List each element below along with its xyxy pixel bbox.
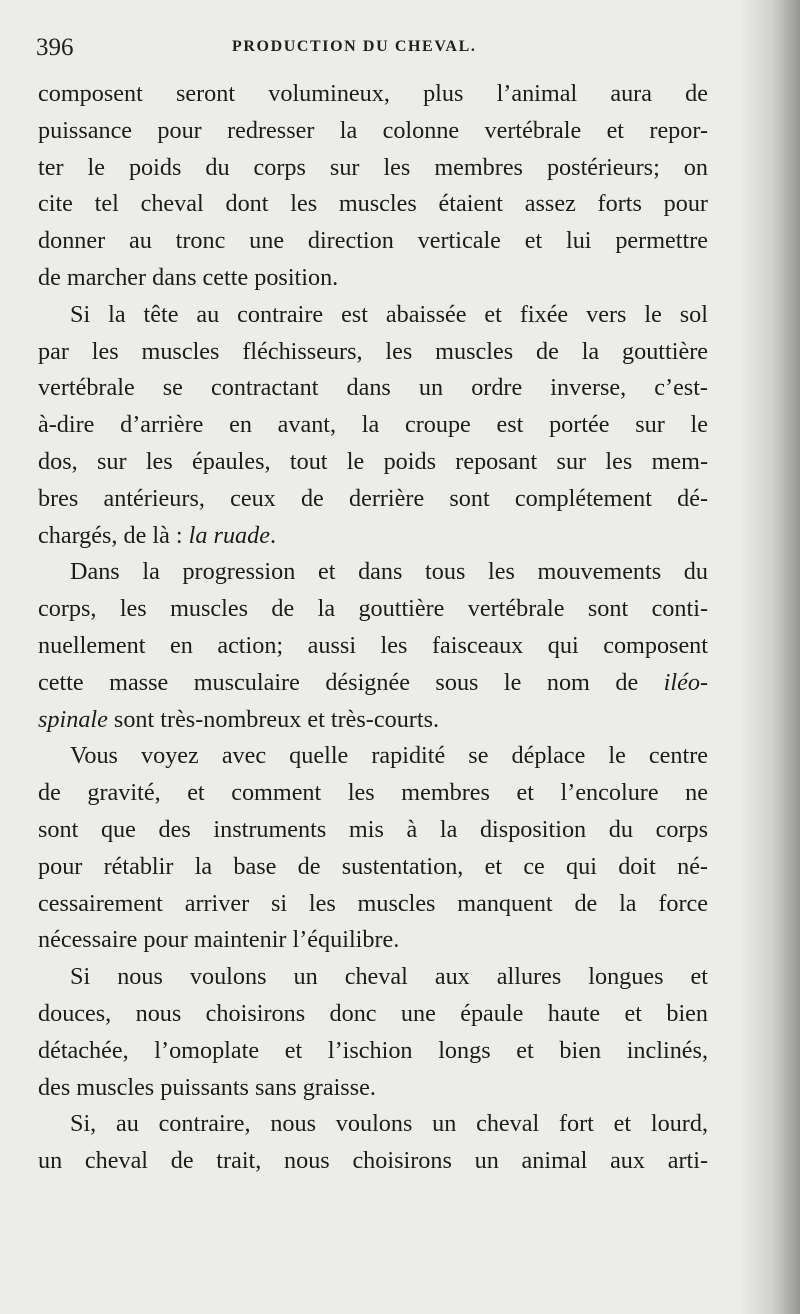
- text-segment: Dans la progression et dans tous les mouvements du: [70, 558, 708, 586]
- text-segment: nécessaire pour maintenir l’équilibre.: [38, 926, 400, 954]
- text-line: [38, 1033, 708, 1070]
- page-edge-shadow: [740, 0, 800, 1314]
- text-line: [38, 1106, 708, 1143]
- italic-text: la ruade: [188, 521, 270, 549]
- italic-text: iléo-: [663, 668, 708, 696]
- text-segment: un cheval de trait, nous choisirons un animal aux arti-: [38, 1147, 708, 1175]
- text-segment: cette masse musculaire désignée sous le nom de: [38, 668, 664, 696]
- text-segment: vertébrale se contractant dans un ordre inverse, c’est-: [38, 374, 708, 402]
- text-segment: .: [269, 521, 277, 549]
- body-text: [38, 76, 708, 1180]
- running-head: PRODUCTION DU CHEVAL.: [232, 38, 477, 55]
- text-segment: à-dire d’arrière en avant, la croupe est portée sur le: [38, 411, 708, 439]
- text-segment: des muscles puissants sans graisse.: [38, 1073, 376, 1101]
- text-line: [38, 775, 708, 812]
- text-line: [38, 849, 708, 886]
- page-header: [36, 34, 706, 64]
- text-segment: bres antérieurs, ceux de derrière sont complétement dé-: [38, 484, 708, 512]
- text-segment: ter le poids du corps sur les membres postérieurs; on: [38, 153, 708, 181]
- text-line: [38, 1143, 708, 1180]
- text-line: [38, 1070, 708, 1107]
- text-line: [38, 113, 708, 150]
- text-line: [38, 554, 708, 591]
- text-line: [38, 481, 708, 518]
- page-number: 396: [36, 34, 74, 61]
- text-line: [38, 370, 708, 407]
- text-line: [38, 186, 708, 223]
- text-line: [38, 518, 708, 555]
- text-segment: puissance pour redresser la colonne vertébrale et repor-: [38, 116, 708, 144]
- text-segment: corps, les muscles de la gouttière vertébrale sont conti-: [38, 595, 708, 623]
- text-line: [38, 922, 708, 959]
- text-line: [38, 444, 708, 481]
- text-segment: Si nous voulons un cheval aux allures longues et: [70, 963, 708, 991]
- text-segment: nuellement en action; aussi les faisceaux qui composent: [38, 631, 708, 659]
- text-segment: cessairement arriver si les muscles manquent de la force: [38, 889, 708, 917]
- text-line: [38, 628, 708, 665]
- text-segment: composent seront volumineux, plus l’animal aura de: [38, 80, 708, 107]
- text-segment: sont que des instruments mis à la disposition du corps: [38, 815, 708, 843]
- text-line: [38, 702, 708, 739]
- text-segment: douces, nous choisirons donc une épaule haute et bien: [38, 999, 708, 1027]
- text-line: [38, 996, 708, 1033]
- text-segment: Vous voyez avec quelle rapidité se déplace le centre: [70, 742, 708, 770]
- text-line: [38, 76, 708, 113]
- text-segment: détachée, l’omoplate et l’ischion longs et bien inclinés,: [38, 1036, 708, 1064]
- text-line: [38, 150, 708, 187]
- text-line: [38, 260, 708, 297]
- text-line: [38, 297, 708, 334]
- text-segment: Si, au contraire, nous voulons un cheval fort et lourd,: [70, 1110, 708, 1138]
- text-line: [38, 738, 708, 775]
- text-segment: de marcher dans cette position.: [38, 263, 339, 291]
- text-line: [38, 334, 708, 371]
- text-segment: chargés, de là :: [38, 521, 189, 549]
- text-segment: donner au tronc une direction verticale et lui permettre: [38, 227, 708, 255]
- text-line: [38, 886, 708, 923]
- text-segment: Si la tête au contraire est abaissée et fixée vers le sol: [70, 300, 708, 328]
- text-segment: de gravité, et comment les membres et l’encolure ne: [38, 779, 708, 807]
- text-segment: pour rétablir la base de sustentation, et ce qui doit né-: [38, 852, 708, 880]
- text-segment: par les muscles fléchisseurs, les muscles de la gouttière: [38, 337, 708, 365]
- text-line: [38, 959, 708, 996]
- text-segment: cite tel cheval dont les muscles étaient assez forts pour: [38, 190, 708, 218]
- text-line: [38, 812, 708, 849]
- text-segment: dos, sur les épaules, tout le poids reposant sur les mem-: [38, 447, 708, 475]
- text-line: [38, 665, 708, 702]
- text-line: [38, 407, 708, 444]
- text-line: [38, 591, 708, 628]
- italic-text: spinale: [38, 705, 108, 733]
- text-segment: sont très-nombreux et très-courts.: [107, 705, 440, 733]
- text-line: [38, 223, 708, 260]
